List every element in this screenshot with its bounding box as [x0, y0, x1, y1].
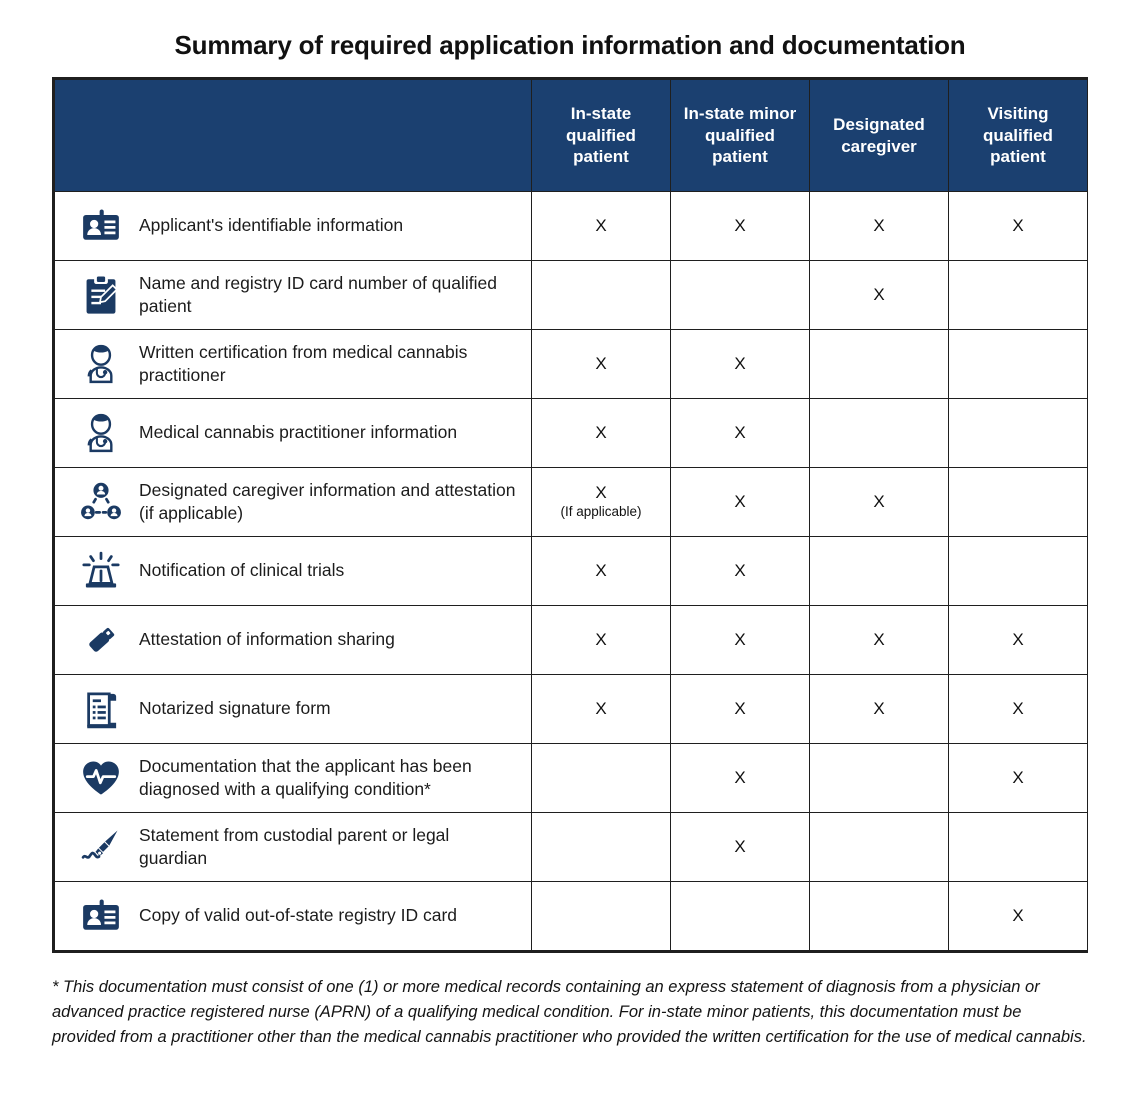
table-row [55, 330, 1088, 399]
check-mark: X [595, 354, 607, 373]
check-mark: X [595, 483, 607, 503]
column-header-in-state-minor-qualified-patient: In-state minor qualified patient [671, 80, 810, 192]
mark-cell-in_state_qualified_patient [532, 330, 671, 399]
table-row [55, 399, 1088, 468]
mark-cell-visiting_qualified_patient [949, 192, 1088, 261]
column-header-requirement [55, 80, 532, 192]
table-row [55, 468, 1088, 537]
mark-cell-in_state_qualified_patient [532, 675, 671, 744]
check-mark: X [595, 699, 607, 718]
requirement-cell [55, 261, 532, 330]
mark-cell-visiting_qualified_patient [949, 744, 1088, 813]
mark-cell-designated_caregiver [810, 192, 949, 261]
mark-cell-in_state_minor_qualified_patient [671, 675, 810, 744]
clipboard-pencil-icon [77, 271, 125, 319]
requirement-label: Notarized signature form [139, 698, 331, 719]
check-mark: X [734, 354, 746, 373]
id-card-icon [77, 202, 125, 250]
table-header [55, 80, 1088, 192]
requirement-label: Medical cannabis practitioner information [139, 422, 458, 443]
mark-cell-visiting_qualified_patient [949, 882, 1088, 951]
mark-cell-in_state_qualified_patient [532, 399, 671, 468]
beacon-icon [77, 547, 125, 595]
mark-cell-in_state_qualified_patient [532, 537, 671, 606]
mark-cell-designated_caregiver [810, 744, 949, 813]
mark-cell-in_state_qualified_patient [532, 606, 671, 675]
requirement-label: Applicant's identifiable information [139, 215, 404, 236]
requirement-cell [55, 606, 532, 675]
requirements-table [54, 79, 1088, 951]
mark-cell-in_state_qualified_patient [532, 813, 671, 882]
column-header-in-state-qualified-patient: In-state qualified patient [532, 80, 671, 192]
check-mark: X [873, 630, 885, 649]
check-mark: X [873, 285, 885, 304]
table-header-row [55, 80, 1088, 192]
mark-cell-in_state_minor_qualified_patient [671, 606, 810, 675]
requirement-label: Documentation that the applicant has been diagnosed with a qualifying condition* [139, 755, 472, 799]
check-mark: X [1012, 906, 1024, 925]
mark-cell-in_state_qualified_patient [532, 882, 671, 951]
mark-cell-in_state_minor_qualified_patient [671, 192, 810, 261]
check-mark: X [734, 423, 746, 442]
column-header-designated-caregiver: Designated caregiver [810, 80, 949, 192]
check-mark: X [734, 699, 746, 718]
mark-cell-visiting_qualified_patient [949, 399, 1088, 468]
mark-cell-in_state_minor_qualified_patient [671, 330, 810, 399]
check-mark: X [595, 561, 607, 580]
check-mark: X [873, 699, 885, 718]
mark-cell-visiting_qualified_patient [949, 813, 1088, 882]
check-mark: X [734, 216, 746, 235]
check-mark: X [734, 768, 746, 787]
table-row [55, 537, 1088, 606]
requirement-cell [55, 882, 532, 951]
table-row [55, 606, 1088, 675]
requirement-cell [55, 399, 532, 468]
table-row [55, 744, 1088, 813]
doctor-icon [77, 340, 125, 388]
check-mark: X [1012, 630, 1024, 649]
mark-cell-visiting_qualified_patient [949, 675, 1088, 744]
requirement-cell [55, 744, 532, 813]
footnote-text: * This documentation must consist of one (1) or more medical records containing an express statement of diagnosis from a physician or advanced practice registered nurse (APRN) of a qualifying medical condition. For in-state minor patients, this documentation must be provided from a practitioner other than the medical cannabis practitioner who provided the written certification for the use of medical cannabis. [52, 978, 1087, 1046]
mark-cell-in_state_minor_qualified_patient [671, 744, 810, 813]
mark-cell-visiting_qualified_patient [949, 606, 1088, 675]
mark-cell-in_state_minor_qualified_patient [671, 537, 810, 606]
mark-cell-visiting_qualified_patient [949, 468, 1088, 537]
requirement-label: Copy of valid out-of-state registry ID card [139, 905, 458, 926]
mark-cell-visiting_qualified_patient [949, 330, 1088, 399]
mark-cell-designated_caregiver [810, 675, 949, 744]
requirement-cell [55, 330, 532, 399]
check-mark: X [734, 837, 746, 856]
table-row [55, 813, 1088, 882]
requirement-cell [55, 468, 532, 537]
mark-cell-visiting_qualified_patient [949, 537, 1088, 606]
table-row [55, 192, 1088, 261]
check-mark: X [734, 492, 746, 511]
mark-note: (If applicable) [560, 504, 642, 520]
mark-cell-designated_caregiver [810, 537, 949, 606]
requirement-cell [55, 192, 532, 261]
check-mark: X [595, 423, 607, 442]
mark-cell-in_state_minor_qualified_patient [671, 813, 810, 882]
mark-cell-in_state_qualified_patient [532, 192, 671, 261]
mark-cell-in_state_qualified_patient [532, 744, 671, 813]
requirement-label: Name and registry ID card number of qualified patient [139, 272, 497, 316]
mark-cell-designated_caregiver [810, 399, 949, 468]
people-network-icon [77, 478, 125, 526]
column-header-visiting-qualified-patient: Visiting qualified patient [949, 80, 1088, 192]
requirement-label: Designated caregiver information and attestation (if applicable) [139, 479, 516, 523]
id-card-icon [77, 892, 125, 940]
usb-drive-icon [77, 616, 125, 664]
mark-cell-in_state_qualified_patient [532, 468, 671, 537]
mark-cell-designated_caregiver [810, 606, 949, 675]
check-mark: X [1012, 699, 1024, 718]
mark-cell-designated_caregiver [810, 261, 949, 330]
check-mark: X [595, 216, 607, 235]
mark-cell-visiting_qualified_patient [949, 261, 1088, 330]
mark-cell-designated_caregiver [810, 813, 949, 882]
table-row [55, 675, 1088, 744]
requirement-label: Notification of clinical trials [139, 560, 345, 581]
mark-cell-designated_caregiver [810, 330, 949, 399]
mark-cell-in_state_minor_qualified_patient [671, 399, 810, 468]
page-title: Summary of required application information and documentation [174, 30, 966, 60]
check-mark: X [1012, 768, 1024, 787]
table-row [55, 261, 1088, 330]
requirement-cell [55, 675, 532, 744]
requirement-cell [55, 813, 532, 882]
scroll-document-icon [77, 685, 125, 733]
check-mark: X [734, 630, 746, 649]
requirement-label: Attestation of information sharing [139, 629, 395, 650]
requirements-table-container [52, 77, 1088, 953]
mark-cell-in_state_minor_qualified_patient [671, 261, 810, 330]
signature-pen-icon [77, 823, 125, 871]
mark-cell-in_state_minor_qualified_patient [671, 468, 810, 537]
check-mark: X [734, 561, 746, 580]
check-mark: X [873, 216, 885, 235]
requirement-label: Written certification from medical cannabis practitioner [139, 341, 468, 385]
doctor-icon [77, 409, 125, 457]
table-row [55, 882, 1088, 951]
mark-cell-designated_caregiver [810, 882, 949, 951]
check-mark: X [1012, 216, 1024, 235]
mark-cell-in_state_minor_qualified_patient [671, 882, 810, 951]
mark-cell-in_state_qualified_patient [532, 261, 671, 330]
check-mark: X [873, 492, 885, 511]
requirement-label: Statement from custodial parent or legal guardian [139, 824, 450, 868]
requirement-cell [55, 537, 532, 606]
table-body [55, 192, 1088, 951]
check-mark: X [595, 630, 607, 649]
mark-cell-designated_caregiver [810, 468, 949, 537]
heart-pulse-icon [77, 754, 125, 802]
